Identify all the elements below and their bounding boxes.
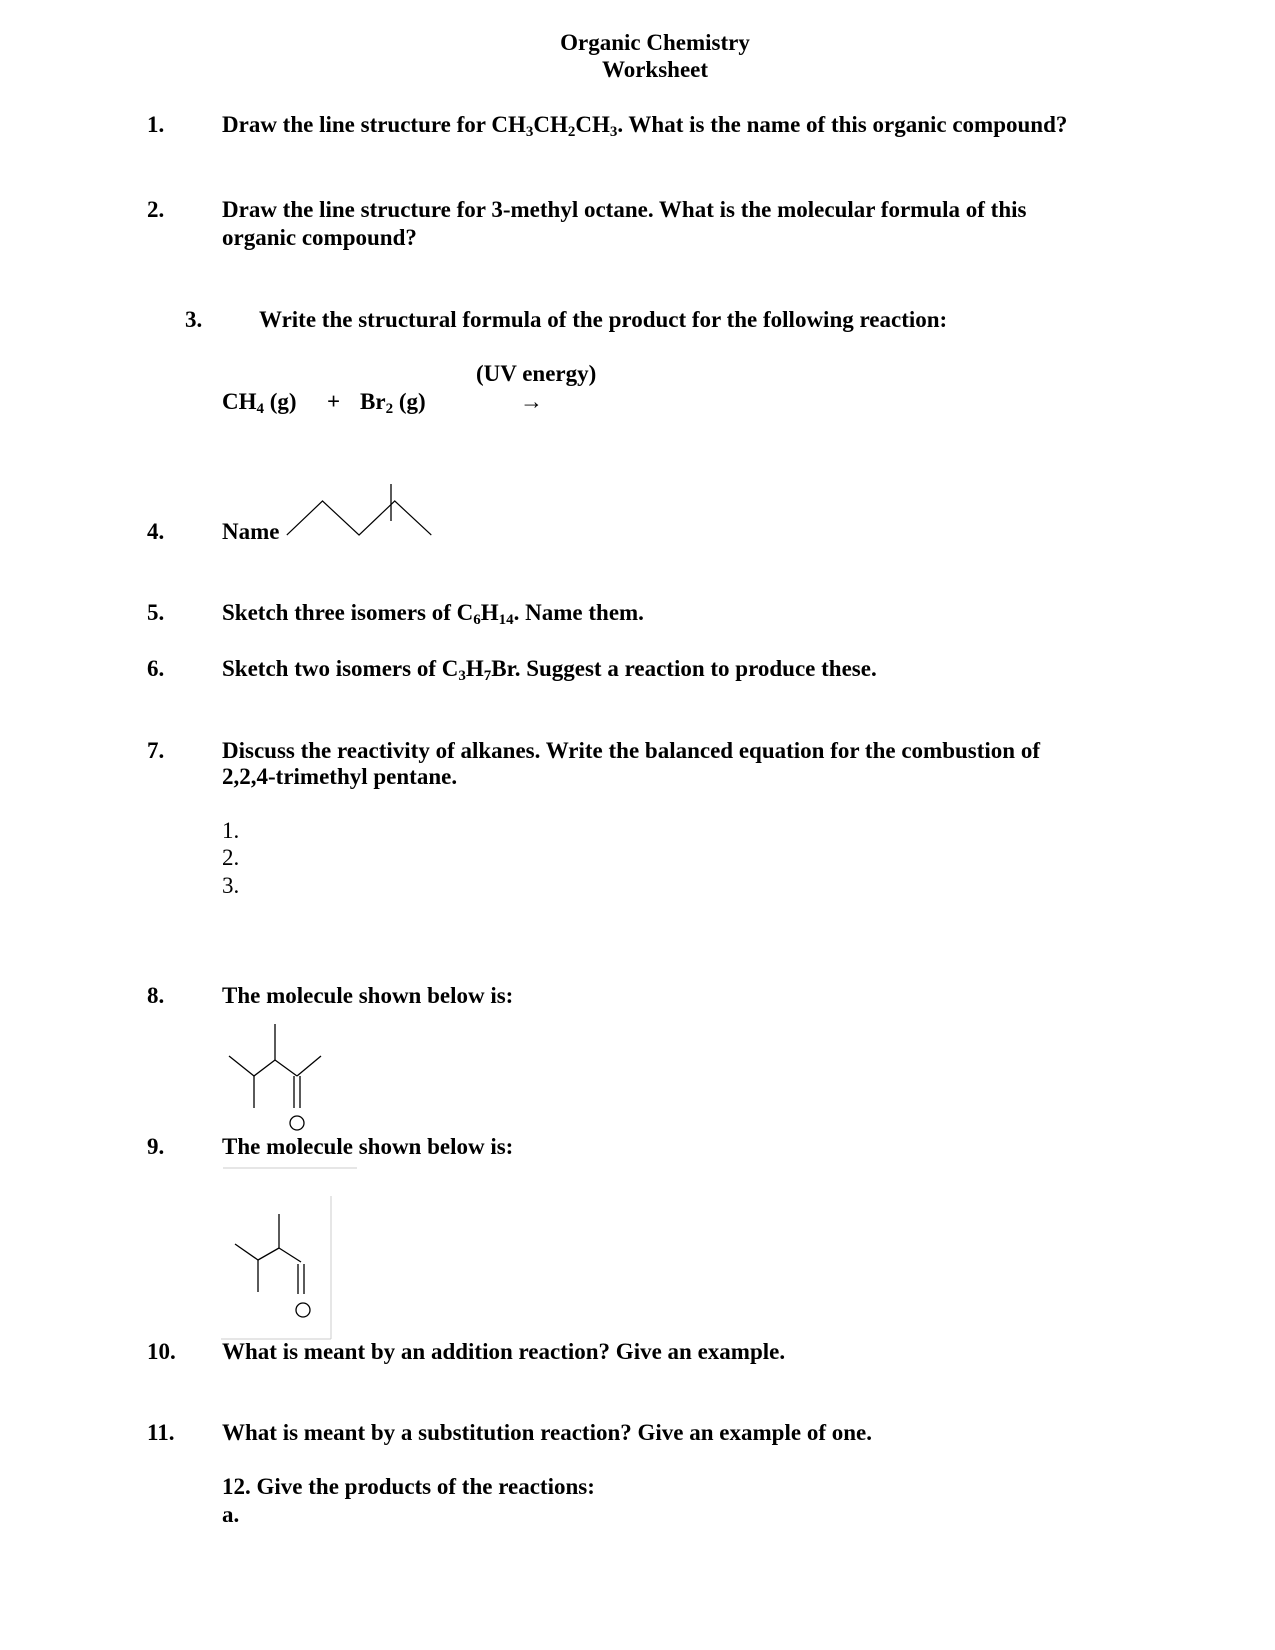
reactant-methane: $CH_4$ (g) <box>222 389 297 417</box>
question-5-number: 5. <box>147 600 165 625</box>
molecule-image-q9 <box>221 1196 333 1341</box>
question-1-number: 1. <box>147 112 165 137</box>
question-1-text: Draw the line structure for $CH_3CH_2CH_3$. What is the name of this organic compound? <box>222 112 1068 140</box>
question-2-line-2: organic compound? <box>222 225 417 250</box>
page-title: Organic Chemistry <box>560 30 750 55</box>
question-2-number: 2. <box>147 197 165 222</box>
question-4-label: Name <box>222 519 280 544</box>
question-6-number: 6. <box>147 656 165 681</box>
reaction-arrow: → <box>520 389 543 414</box>
question-10-text: What is meant by an addition reaction? Give an example. <box>222 1339 786 1364</box>
page-subtitle: Worksheet <box>601 57 709 82</box>
question-3-text: Write the structural formula of the product for the following reaction: <box>259 307 948 332</box>
question-7-line-1: Discuss the reactivity of alkanes. Write the balanced equation for the combustion of <box>222 738 1040 763</box>
question-8-number: 8. <box>147 983 165 1008</box>
question-2-line-1: Draw the line structure for 3-methyl octane. What is the molecular formula of this <box>222 197 1027 222</box>
question-4-number: 4. <box>147 519 165 544</box>
question-9-number: 9. <box>147 1134 165 1159</box>
question-11-text: What is meant by a substitution reaction? Give an example of one. <box>222 1420 872 1445</box>
question-7-number: 7. <box>147 738 165 763</box>
reactant-bromine: $Br_2$ (g) <box>360 389 426 417</box>
list-item: 3. <box>222 873 240 898</box>
skeletal-structure-q4 <box>290 478 450 558</box>
question-10-number: 10. <box>147 1339 176 1364</box>
question-9-text: The molecule shown below is: <box>222 1134 514 1159</box>
list-item: 1. <box>222 818 240 843</box>
plus-sign: + <box>327 389 341 414</box>
question-6-text: Sketch two isomers of $C_3H_7Br$. Suggest a reaction to produce these. <box>222 656 877 684</box>
question-5-text: Sketch three isomers of $C_6H_{14}$. Name them. <box>222 600 644 628</box>
question-12-text: 12. Give the products of the reactions: <box>222 1474 595 1499</box>
reaction-condition: (UV energy) <box>476 361 597 386</box>
question-11-number: 11. <box>147 1420 175 1445</box>
list-item: 2. <box>222 845 240 870</box>
question-3-number: 3. <box>185 307 203 332</box>
question-8-text: The molecule shown below is: <box>222 983 514 1008</box>
question-12-sub-a: a. <box>222 1502 240 1527</box>
question-7-line-2: 2,2,4-trimethyl pentane. <box>222 764 458 789</box>
